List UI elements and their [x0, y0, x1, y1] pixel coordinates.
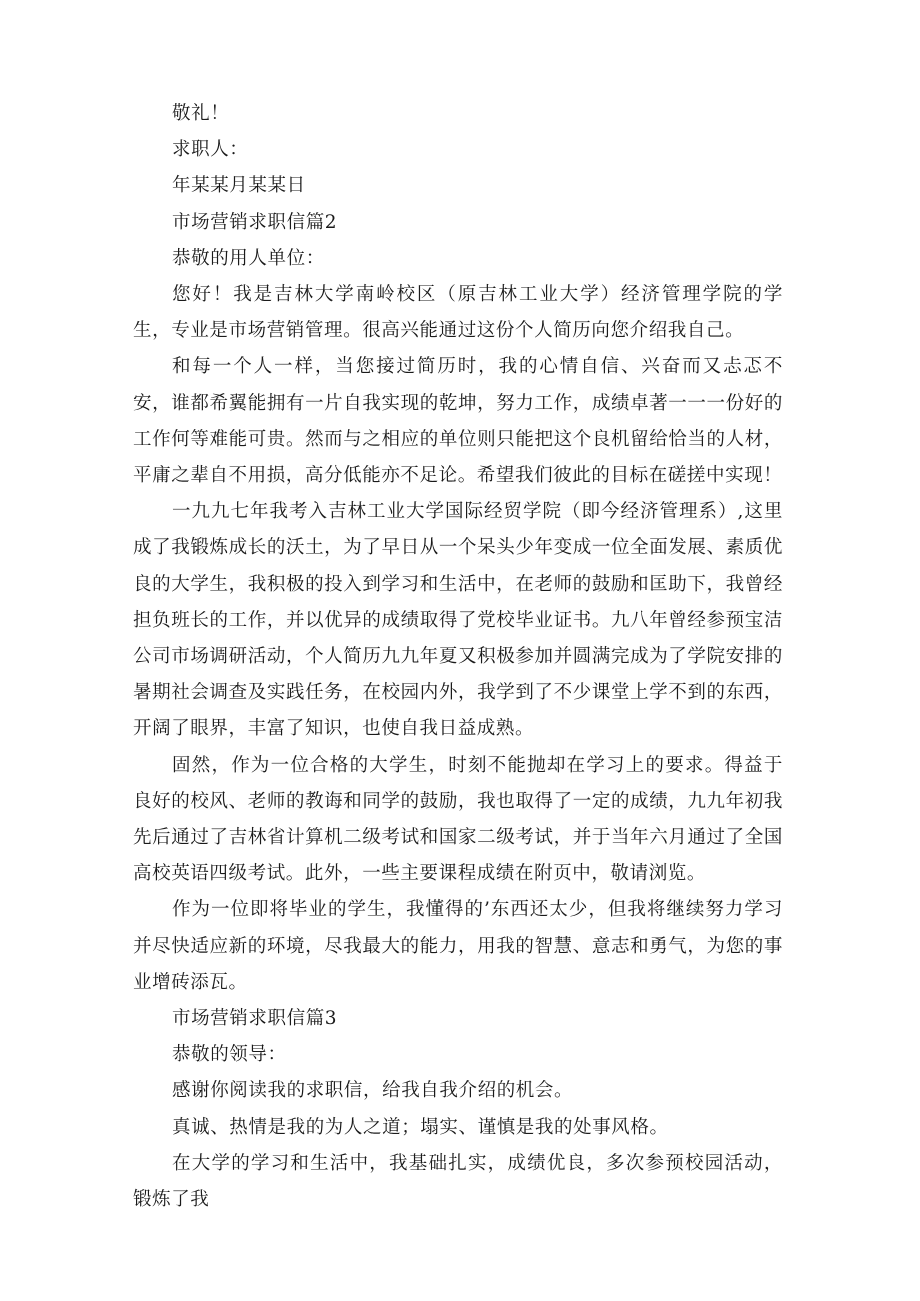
- paragraph-university-life: 在大学的学习和生活中，我基础扎实，成绩优良，多次参预校园活动，锻炼了我: [133, 1152, 783, 1211]
- paragraph-applicant: 求职人：: [172, 139, 249, 161]
- paragraph-thanks: 感谢你阅读我的求职信，给我自我介绍的机会。: [172, 1080, 574, 1102]
- paragraph-character: 真诚、热情是我的为人之道；塌实、谨慎是我的处事风格。: [172, 1116, 669, 1138]
- section-title-letter-2: 市场营销求职信篇2: [172, 211, 338, 233]
- paragraph-motivation: 和每一个人一样，当您接过简历时，我的心情自信、兴奋而又忐忑不安，谁都希翼能拥有一片自我实现的乾坤，努力工作，成绩卓著一一一份好的工作何等难能可贵。然而与之相应的单位则只能把这个良机留给恰当的人材，平庸之辈自不用损，高分低能亦不足论。希望我们彼此的目标在磋搓中实现！: [133, 356, 783, 487]
- paragraph-date: 年某某月某某日: [172, 175, 306, 197]
- document-body: [133, 96, 783, 1218]
- paragraph-closing-salute: 敬礼！: [172, 103, 230, 124]
- paragraph-achievements: 固然，作为一位合格的大学生，时刻不能抛却在学习上的要求。得益于良好的校风、老师的教诲和同学的鼓励，我也取得了一定的成绩，九九年初我先后通过了吉林省计算机二级考试和国家二级考试，并于当年六月通过了全国高校英语四级考试。此外，一些主要课程成绩在附页中，敬请浏览。: [133, 754, 783, 885]
- paragraph-closing: 作为一位即将毕业的学生，我懂得的’东西还太少，但我将继续努力学习并尽快适应新的环境，尽我最大的能力，用我的智慧、意志和勇气，为您的事业增砖添瓦。: [133, 899, 783, 993]
- paragraph-intro: 您好！我是吉林大学南岭校区（原吉林工业大学）经济管理学院的学生，专业是市场营销管理。很高兴能通过这份个人简历向您介绍我自己。: [133, 284, 783, 342]
- section-title-letter-3: 市场营销求职信篇3: [172, 1008, 338, 1030]
- paragraph-greeting-2: 恭敬的领导：: [172, 1044, 287, 1066]
- paragraph-experience: 一九九七年我考入吉林工业大学国际经贸学院（即今经济管理系）,这里成了我锻炼成长的沃土，为了早日从一个呆头少年变成一位全面发展、素质优良的大学生，我积极的投入到学习和生活中，在老师的鼓励和匡助下，我曾经担负班长的工作，并以优异的成绩取得了党校毕业证书。九八年曾经参预宝洁公司市场调研活动，个人简历九九年夏又积极参加并圆满完成为了学院安排的暑期社会调查及实践任务，在校园内外，我学到了不少课堂上学不到的东西，开阔了眼界，丰富了知识，也使自我日益成熟。: [133, 501, 783, 740]
- paragraph-greeting: 恭敬的用人单位：: [172, 247, 325, 269]
